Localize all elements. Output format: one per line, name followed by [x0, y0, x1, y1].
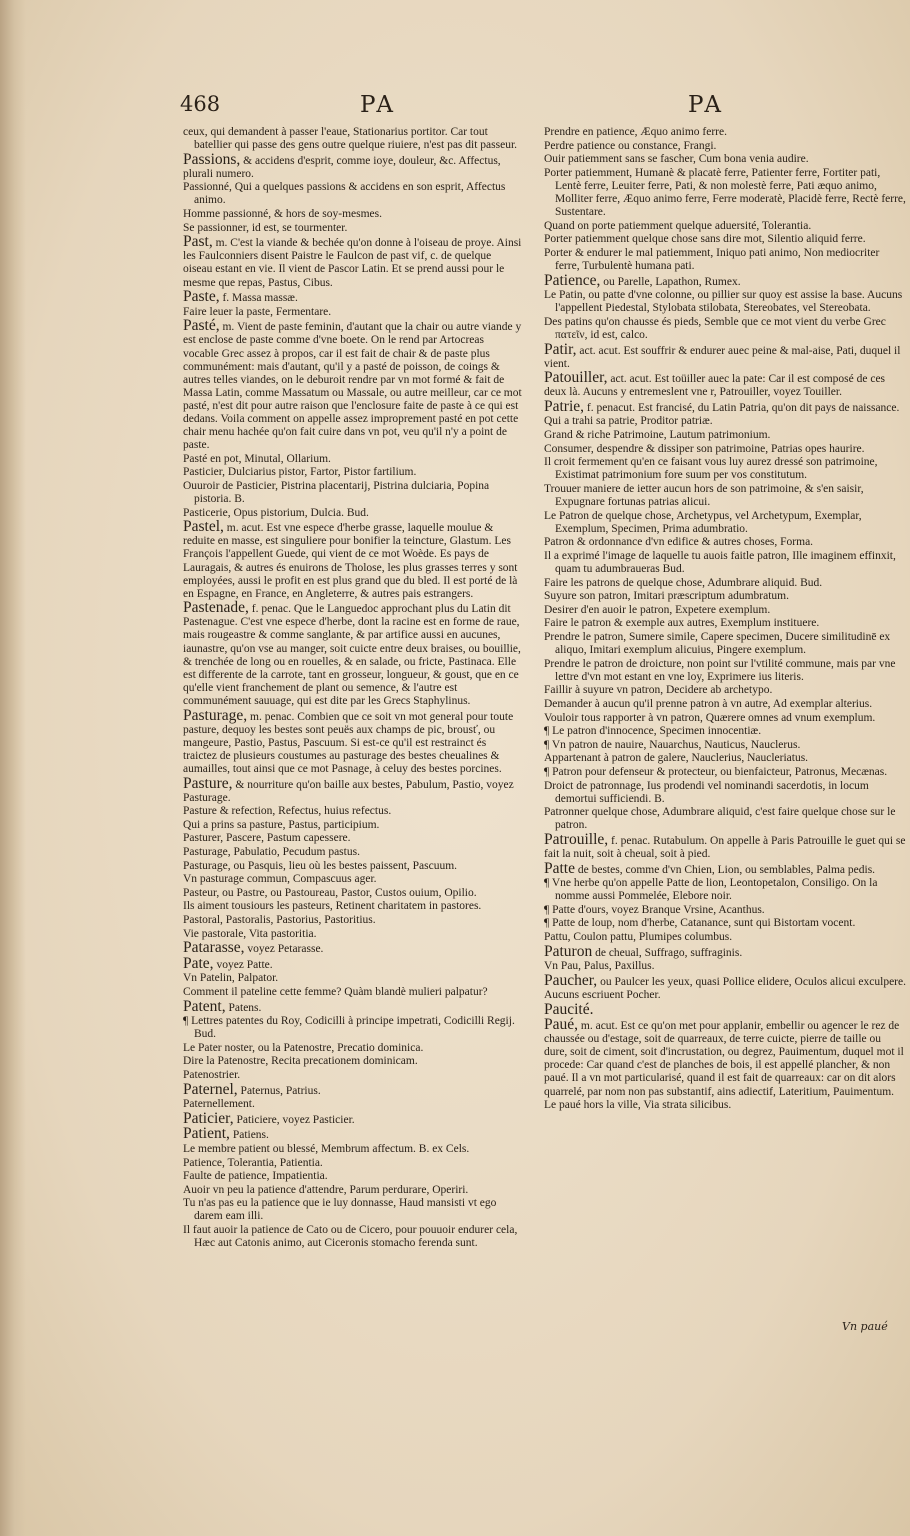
dictionary-entry: [544, 590, 906, 603]
entry-text: Faire le patron & exemple aux autres, Exemplum instituere.: [544, 617, 820, 630]
entry-text: Appartenant à patron de galere, Nauclerius, Naucleriatus.: [544, 752, 809, 765]
dictionary-entry: [183, 306, 522, 319]
entry-text: Patens.: [228, 1001, 262, 1014]
entry-text: Pasture & refection, Refectus, huius refectus.: [183, 805, 392, 818]
dictionary-entry: [183, 819, 522, 832]
dictionary-entry: [544, 220, 906, 233]
dictionary-entry: [544, 429, 906, 442]
entry-text: Porter patiemment, Humanè & placatè ferre, Patienter ferre, Fortiter pati, Lentè ferre, Leuiter ferre, Pati, & non molestè ferre, Pati æquo animo, Molliter ferre, Æquo animo ferre, Ferre moderatè, Placidè ferre, Rectè ferre, Sustentare.: [544, 166, 906, 219]
entry-text: Vn Patelin, Palpator.: [183, 972, 279, 985]
entry-headword: Paternel,: [183, 1080, 238, 1098]
dictionary-entry: [183, 453, 522, 466]
entry-text: Grand & riche Patrimoine, Lautum patrimonium.: [544, 429, 771, 442]
dictionary-entry: [544, 1000, 906, 1018]
entry-headword: Paticier,: [183, 1109, 234, 1127]
dictionary-entry: [183, 1015, 522, 1041]
dictionary-entry: [544, 917, 906, 930]
entry-text: Pasturer, Pascere, Pastum capessere.: [183, 832, 351, 845]
entry-text: & nourriture qu'on baille aux bestes, Pabulum, Pastio, voyez Pasturage.: [183, 778, 514, 804]
dictionary-entry: [544, 153, 906, 166]
entry-text: voyez Patte.: [216, 958, 273, 971]
dictionary-entry: [544, 443, 906, 456]
dictionary-entry: [183, 1184, 522, 1197]
dictionary-entry: [544, 271, 906, 289]
entry-text: Porter & endurer le mal patiemment, Iniquo pati animo, Non mediocriter ferre, Turbulentè humana pati.: [544, 246, 880, 272]
dictionary-entry: [183, 150, 522, 181]
dictionary-entry: [183, 1109, 522, 1127]
entry-text: f. penacut. Est francisé, du Latin Patria, qu'on dit pays de naissance.: [586, 401, 900, 414]
dictionary-entry: [544, 456, 906, 482]
dictionary-entry: [544, 617, 906, 630]
dictionary-entry: [544, 658, 906, 684]
dictionary-entry: [183, 774, 522, 805]
dictionary-entry: [544, 397, 906, 415]
dictionary-entry: [183, 319, 522, 452]
entry-text: ¶ Le patron d'innocence, Specimen innocentiæ.: [544, 725, 762, 738]
entry-text: Patience, Tolerantia, Patientia.: [183, 1156, 323, 1169]
dictionary-entry: [183, 706, 522, 776]
dictionary-entry: [544, 971, 906, 1002]
dictionary-entry: [544, 340, 906, 371]
entry-headword: Pastel,: [183, 518, 224, 536]
dictionary-entry: [183, 873, 522, 886]
header-left-letters: PA: [360, 92, 396, 118]
entry-text: Pasteur, ou Pastre, ou Pastoureau, Pastor, Custos ouium, Opilio.: [183, 886, 477, 899]
entry-text: Des patins qu'on chausse és pieds, Semble que ce mot vient du verbe Grec πατεῖν, id est, calco.: [544, 315, 886, 341]
catchword: Vn paué: [842, 1320, 888, 1333]
entry-headword: Paste,: [183, 288, 220, 306]
entry-text: Prendre en patience, Æquo animo ferre.: [544, 126, 727, 138]
entry-text: ceux, qui demandent à passer l'eaue, Stationarius portitor. Car tout batellier qui passe des gens outre quelque riuiere, n'est pas dit passeur.: [183, 126, 518, 152]
entry-text: Pasturage, Pabulatio, Pecudum pastus.: [183, 845, 360, 858]
entry-text: Il a exprimé l'image de laquelle tu auois faitle patron, Ille imaginem effinxit, quam tu adumbraueras Bud.: [544, 549, 896, 575]
dictionary-entry: [183, 235, 522, 289]
dictionary-entry: [183, 986, 522, 999]
dictionary-entry: [544, 830, 906, 861]
dictionary-entry: [544, 316, 906, 342]
page-gutter-shadow: [0, 0, 26, 1536]
entry-headword: Patarasse,: [183, 939, 245, 957]
dictionary-entry: [544, 536, 906, 549]
entry-text: Demander à aucun qu'il prenne patron à vn autre, Ad exemplar alterius.: [544, 697, 873, 710]
dictionary-entry: [544, 684, 906, 697]
entry-text: Quand on porte patiemment quelque aduersité, Tolerantia.: [544, 219, 812, 232]
entry-text: ou Parelle, Lapathon, Rumex.: [603, 275, 741, 288]
entry-headword: Patent,: [183, 997, 226, 1015]
entry-text: act. acut. Est toüiller auec la pate: Car il est composé de ces deux là. Aucuns y entremeslent vne r, Patrouiller, voyez Touiller.: [544, 373, 886, 399]
dictionary-entry: [183, 1143, 522, 1156]
dictionary-entry: [544, 289, 906, 315]
dictionary-entry: [544, 510, 906, 536]
entry-text: Vn Pau, Palus, Paxillus.: [544, 960, 655, 973]
dictionary-entry: [183, 126, 522, 152]
entry-text: Ils aiment tousiours les pasteurs, Retinent charitatem in pastores.: [183, 900, 482, 913]
entry-text: Prendre le patron de droicture, non point sur l'vtilité commune, mais par vne lettre d'vn mot estant en vne loy, Exprimere ius literis.: [544, 657, 896, 683]
entry-text: Prendre le patron, Sumere simile, Capere specimen, Ducere similitudinē ex aliquo, Imitari exemplum alicuius, Pingere exemplum.: [544, 630, 891, 657]
dictionary-entry: [544, 766, 906, 779]
dictionary-entry: [544, 415, 906, 428]
dictionary-entry: [544, 806, 906, 832]
dictionary-entry: [544, 233, 906, 246]
entry-text: Pasticier, Dulciarius pistor, Fartor, Pistor fartilium.: [183, 466, 417, 479]
dictionary-entry: [183, 1127, 522, 1142]
dictionary-entry: [183, 208, 522, 221]
entry-text: Consumer, despendre & dissiper son patrimoine, Patrias opes haurire.: [544, 442, 865, 455]
entry-text: m. Vient de paste feminin, d'autant que la chair ou autre viande y est enclose de paste comme d'vne boete. On le rend par Artocreas vocable Grec assez à propos, car il est fait de chair & de paste plus communément: mais d'autant, qu'il y a pasté de poisson, de coings & autres telles viandes, on le deburoit rendre par vn mot formé & fait de Massa Latin, comme Massatum ou Massale, ou autre meilleur, car ce mot pasté, n'est dit pour autre raison que l'enclosure faite de paste à ce qui est dedans. Voila comment on appelle assez improprement pasté en pot cette chair menu hachée qu'on fait cuire dans vn pot, veu qu'il n'y a point de paste.: [183, 321, 522, 452]
entry-text: Homme passionné, & hors de soy-mesmes.: [183, 208, 382, 221]
entry-headword: Patouiller,: [544, 369, 608, 387]
entry-text: Comment il pateline cette femme? Quàm blandè mulieri palpatur?: [183, 985, 488, 998]
dictionary-entry: [183, 900, 522, 913]
entry-text: ¶ Patte de loup, nom d'herbe, Catanance, sunt qui Bistortam vocent.: [544, 917, 856, 930]
dictionary-entry: [544, 752, 906, 765]
entry-text: ou Paulcer les yeux, quasi Pollice elidere, Oculos alicui exculpere. Aucuns escriuent Pocher.: [544, 975, 906, 1001]
entry-text: Il croit fermement qu'en ce faisant vous luy aurez dressé son patrimoine, Existimat patrimonium fore suum per vos constitutum.: [544, 456, 878, 482]
dictionary-entry: [183, 1080, 522, 1098]
entry-headword: Patrie,: [544, 397, 585, 415]
dictionary-entry: [183, 480, 522, 506]
entry-text: Suyure son patron, Imitari præscriptum adumbratum.: [544, 590, 789, 603]
dictionary-entry: [183, 860, 522, 873]
dictionary-entry: [544, 904, 906, 917]
entry-text: Le Patron de quelque chose, Archetypus, vel Archetypum, Exemplar, Exemplum, Specimen, Prima adumbratio.: [544, 509, 862, 535]
entry-headword: Past,: [183, 233, 213, 251]
dictionary-entry: [183, 222, 522, 235]
entry-text: Vouloir tous rapporter à vn patron, Quærere omnes ad vnum exemplum.: [544, 711, 876, 724]
entry-text: Le membre patient ou blessé, Membrum affectum. B. ex Cels.: [183, 1142, 470, 1155]
entry-text: ¶ Patron pour defenseur & protecteur, ou bienfaicteur, Patronus, Mecænas.: [544, 765, 888, 778]
entry-headword: Pasté,: [183, 317, 220, 335]
entry-text: Faire leuer la paste, Fermentare.: [183, 305, 332, 318]
entry-text: Le paué hors la ville, Via strata silicibus.: [544, 1099, 732, 1112]
right-column: [544, 126, 906, 1366]
page-number: 468: [180, 92, 221, 116]
entry-text: de cheual, Suffrago, suffraginis.: [595, 946, 743, 959]
entry-text: ¶ Vn patron de nauire, Nauarchus, Nauticus, Nauclerus.: [544, 738, 801, 751]
dictionary-entry: [544, 140, 906, 153]
dictionary-entry: [183, 601, 522, 708]
entry-text: m. penac. Combien que ce soit vn mot general pour toute pasture, dequoy les bestes sont peuës aux champs de pic, brousť, ou mangeure, Pastio, Pastus, Pascuum. Si est-ce qu'il est restrainct és traictez de plusieurs coustumes au pasturage des bestes cheualines & aumailles, tout ainsi que ce mot Pasnage, à celuy des bestes porcines.: [183, 710, 514, 775]
entry-text: Patronner quelque chose, Adumbrare aliquid, c'est faire quelque chose sur le patron.: [544, 806, 896, 832]
dictionary-entry: [544, 483, 906, 509]
dictionary-entry: [183, 954, 522, 972]
dictionary-entry: [544, 877, 906, 903]
entry-text: Pasturage, ou Pasquis, lieu où les bestes paissent, Pascuum.: [183, 859, 458, 872]
entry-text: Qui a trahi sa patrie, Proditor patriæ.: [544, 415, 713, 428]
dictionary-entry: [544, 859, 906, 877]
entry-text: Faire les patrons de quelque chose, Adumbrare aliquid. Bud.: [544, 576, 823, 589]
entry-text: ¶ Patte d'ours, voyez Branque Vrsine, Acanthus.: [544, 903, 765, 916]
entry-text: Se passionner, id est, se tourmenter.: [183, 221, 348, 234]
entry-headword: Paucher,: [544, 971, 598, 989]
dictionary-entry: [183, 997, 522, 1015]
entry-text: Patron & ordonnance d'vn edifice & autres choses, Forma.: [544, 536, 814, 549]
entry-text: & accidens d'esprit, comme ioye, douleur, &c. Affectus, plurali numero.: [183, 154, 501, 180]
dictionary-entry: [544, 247, 906, 273]
entry-text: Pasté en pot, Minutal, Ollarium.: [183, 452, 331, 465]
running-header: [0, 92, 910, 126]
dictionary-entry: [544, 739, 906, 752]
entry-text: Vie pastorale, Vita pastoritia.: [183, 927, 317, 940]
entry-text: Tu n'as pas eu la patience que ie luy donnasse, Haud mansisti vt ego darem eam illi.: [183, 1197, 497, 1223]
entry-headword: Patir,: [544, 340, 577, 358]
dictionary-entry: [544, 126, 906, 139]
dictionary-entry: [183, 1157, 522, 1170]
entry-text: ¶ Vne herbe qu'on appelle Patte de lion, Leontopetalon, Consiligo. On la nomme aussi Pommelée, Elebore noir.: [544, 877, 878, 903]
entry-headword: Patience,: [544, 271, 601, 289]
entry-text: Pasticerie, Opus pistorium, Dulcia. Bud.: [183, 506, 369, 519]
entry-text: Paternellement.: [183, 1098, 255, 1111]
dictionary-entry: [544, 577, 906, 590]
dictionary-entry: [183, 941, 522, 956]
dictionary-entry: [183, 290, 522, 305]
dictionary-entry: [544, 1018, 906, 1099]
entry-text: Patenostrier.: [183, 1068, 241, 1081]
entry-text: Pastoral, Pastoralis, Pastorius, Pastoritius.: [183, 913, 376, 926]
entry-text: Faulte de patience, Impatientia.: [183, 1170, 328, 1183]
entry-headword: Patrouille,: [544, 830, 609, 848]
dictionary-entry: [544, 942, 906, 960]
entry-text: m. acut. Est vne espece d'herbe grasse, laquelle moulue & reduite en masse, est singuliere pour bonifier la teincture, Glastum. Les François l'appellent Guede, qui vient de ce mot Woède. Es pays de Lauragais, & autres és enuirons de Tholose, les plus grasses terres y sont employées, aussi le profit en est plus grand que du bled. Il est porté de là en Espagne, en France, en Angleterre, & autres pais estrangers.: [183, 522, 518, 600]
entry-text: Ouir patiemment sans se fascher, Cum bona venia audire.: [544, 153, 809, 166]
header-right-letters: PA: [688, 92, 724, 118]
entry-text: Pattu, Coulon pattu, Plumipes columbus.: [544, 931, 733, 944]
dictionary-entry: [183, 1042, 522, 1055]
dictionary-entry: [183, 887, 522, 900]
dictionary-entry: [183, 832, 522, 845]
entry-headword: Paturon: [544, 942, 593, 960]
dictionary-entry: [183, 1224, 522, 1250]
dictionary-entry: [544, 1099, 906, 1112]
entry-headword: Patte: [544, 859, 575, 877]
dictionary-entry: [183, 507, 522, 520]
entry-text: Porter patiemment quelque chose sans dire mot, Silentio aliquid ferre.: [544, 233, 866, 246]
entry-text: Desirer d'en auoir le patron, Expetere exemplum.: [544, 603, 771, 616]
dictionary-entry: [183, 1197, 522, 1223]
entry-text: Passionné, Qui a quelques passions & accidens en son esprit, Affectus animo.: [183, 181, 506, 207]
left-column: [183, 126, 522, 1366]
dictionary-entry: [544, 550, 906, 576]
entry-text: m. C'est la viande & bechée qu'on donne à l'oiseau de proye. Ainsi les Faulconniers disent Paistre le Faulcon de past vif, c. de quelque oiseau estant en vie. Il vient de Pascor Latin. Et se prend aussi pour le mesme que repas, Pastus, Cibus.: [183, 237, 522, 289]
entry-text: Droict de patronnage, Ius prodendi vel nominandi sacerdotis, in locum demortui sufficiendi. B.: [544, 779, 869, 805]
entry-text: Paticiere, voyez Pasticier.: [236, 1113, 355, 1126]
dictionary-entry: [544, 631, 906, 657]
dictionary-entry: [544, 167, 906, 219]
entry-text: f. Massa massæ.: [222, 292, 298, 305]
dictionary-entry: [183, 846, 522, 859]
entry-text: Ouuroir de Pasticier, Pistrina placentarij, Pistrina dulciaria, Popina pistoria. B.: [183, 479, 490, 506]
entry-headword: Patient,: [183, 1125, 230, 1143]
dictionary-entry: [183, 520, 522, 601]
entry-text: Perdre patience ou constance, Frangi.: [544, 139, 717, 152]
dictionary-entry: [183, 466, 522, 479]
dictionary-entry: [544, 780, 906, 806]
dictionary-entry: [544, 725, 906, 738]
entry-text: Vn pasturage commun, Compascuus ager.: [183, 873, 377, 886]
entry-text: Patiens.: [232, 1129, 269, 1142]
entry-text: act. acut. Est souffrir & endurer auec peine & mal-aise, Pati, duquel il vient.: [544, 344, 901, 370]
entry-headword: Pasture,: [183, 774, 233, 792]
entry-headword: Paué,: [544, 1016, 579, 1034]
dictionary-entry: [544, 712, 906, 725]
entry-text: m. acut. Est ce qu'on met pour applanir, embellir ou agencer le rez de chaussée ou d'estage, soit de quarreaux, de terre cuicte, pierre de taille ou dure, soit de ciment, soit d'incrustation, ou degrez, Pauimentum, duquel mot il procede: Car quand c'est de planches de bois, il est appellé plancher, & non paué. Il a vn mot particularisé, quand il est fait de quarreaux: car on dit alors quarrelé, par nom non pas substantif, ains adiectif, Lateritium, Pauimentum.: [544, 1020, 904, 1098]
entry-text: Le Patin, ou patte d'vne colonne, ou pillier sur quoy est assise la base. Aucuns l'appellent Piedestal, Stylobata stilobata, Stereobates, vel Stereobata.: [544, 289, 903, 315]
dictionary-entry: [183, 1170, 522, 1183]
dictionary-entry: [544, 371, 906, 399]
entry-text: Auoir vn peu la patience d'attendre, Parum perdurare, Operiri.: [183, 1183, 469, 1196]
entry-headword: Passions,: [183, 150, 241, 168]
dictionary-entry: [544, 960, 906, 973]
dictionary-entry: [183, 805, 522, 818]
entry-headword: Paucité.: [544, 1000, 594, 1018]
entry-text: Dire la Patenostre, Recita precationem dominicam.: [183, 1055, 418, 1068]
entry-text: Il faut auoir la patience de Cato ou de Cicero, pour pouuoir endurer cela, Hæc aut Catonis animo, aut Ciceronis stomacho ferenda sunt.: [183, 1224, 518, 1250]
dictionary-entry: [183, 972, 522, 985]
entry-headword: Pasturage,: [183, 706, 248, 724]
entry-text: f. penac. Rutabulum. On appelle à Paris Patrouille le guet qui se fait la nuit, soit à cheual, soit à pied.: [544, 834, 906, 860]
entry-text: f. penac. Que le Languedoc approchant plus du Latin dit Pastenague. C'est vne espece d'herbe, dont la racine est en forme de raue, mais rougeastre & comme sanglante, & par artifice aussi en aucunes, iaunastre, qu'on vse au manger, soit cuicte entre deux braises, ou bouillie, & trenchée de long ou en rouelles, & en salade, ou fricte, Pastinaca. Elle est differente de la carrote, tant en grosseur, longueur, & goust, que en ce qu'elle vient franchement de plant ou semence, & l'autre est communément sauuage, qui est dite par les Grecs Staphylinus.: [183, 603, 521, 707]
entry-text: Qui a prins sa pasture, Pastus, participium.: [183, 818, 380, 831]
entry-headword: Pate,: [183, 954, 214, 972]
dictionary-entry: [544, 698, 906, 711]
dictionary-entry: [183, 914, 522, 927]
dictionary-entry: [544, 931, 906, 944]
entry-text: voyez Petarasse.: [247, 943, 324, 956]
entry-text: Trouuer maniere de ietter aucun hors de son patrimoine, & s'en saisir, Expugnare fortunas patrias alicui.: [544, 482, 864, 509]
dictionary-entry: [183, 1055, 522, 1068]
dictionary-entry: [544, 604, 906, 617]
entry-text: Paternus, Patrius.: [240, 1084, 321, 1097]
dictionary-entry: [183, 181, 522, 207]
entry-text: ¶ Lettres patentes du Roy, Codicilli à principe impetrati, Codicilli Regij. Bud.: [183, 1015, 515, 1041]
entry-text: Le Pater noster, ou la Patenostre, Precatio dominica.: [183, 1041, 424, 1054]
entry-text: Faillir à suyure vn patron, Decidere ab archetypo.: [544, 684, 773, 697]
entry-text: de bestes, comme d'vn Chien, Lion, ou semblables, Palma pedis.: [577, 863, 876, 876]
entry-headword: Pastenade,: [183, 599, 249, 617]
